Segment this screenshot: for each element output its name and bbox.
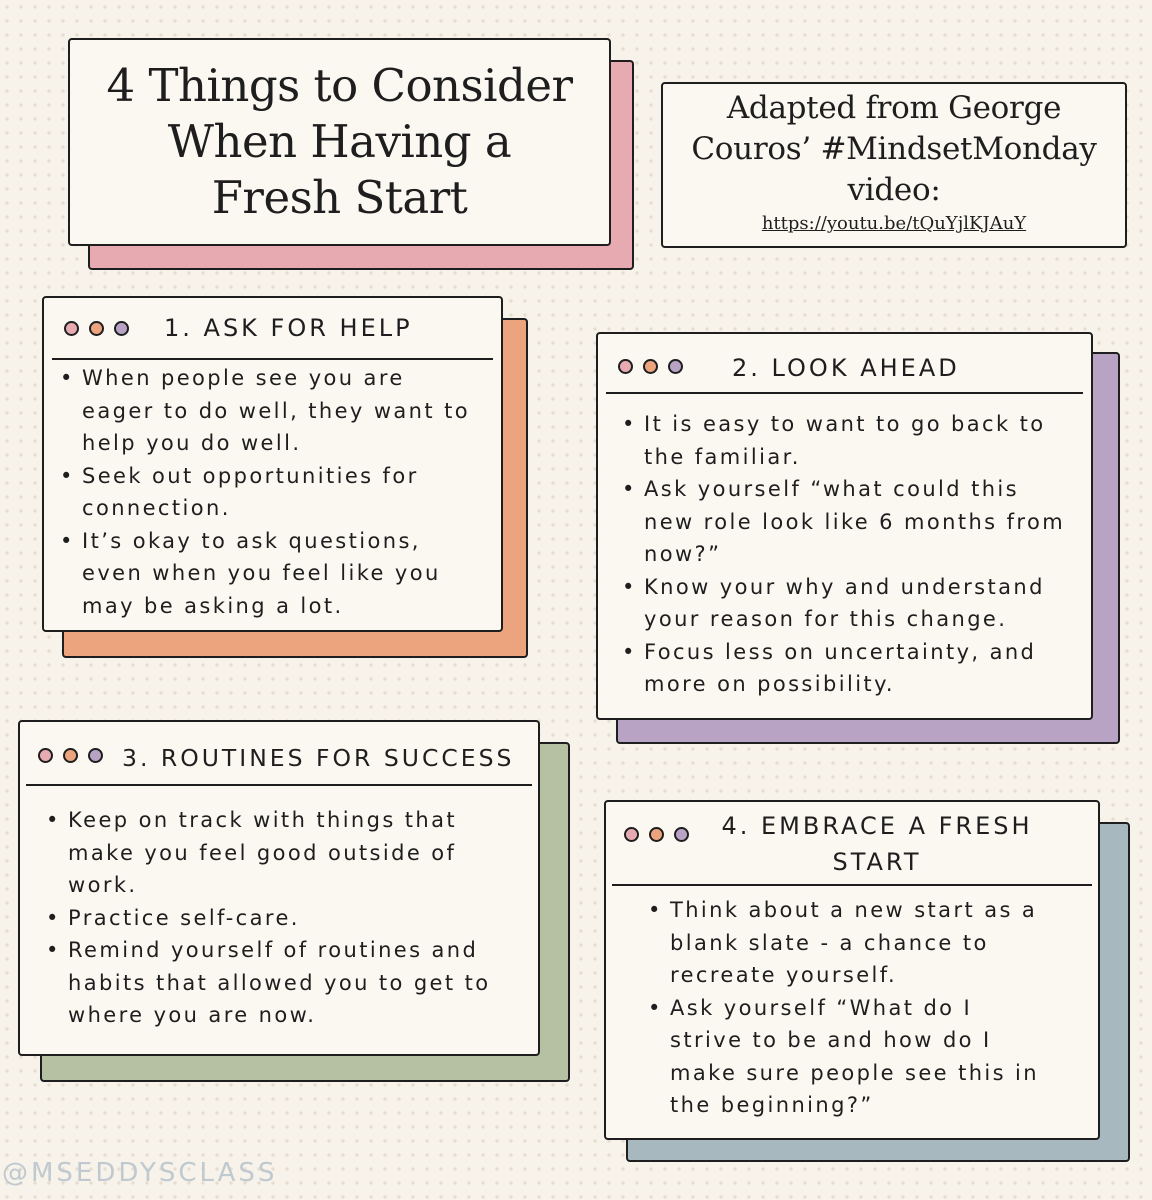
purple-dot-icon (88, 748, 103, 763)
source-text (663, 88, 1125, 211)
window-dots (38, 748, 103, 763)
pink-dot-icon (624, 827, 639, 842)
list-item: • It is easy to want to go back to the familiar. (622, 408, 1091, 473)
list-item: • Seek out opportunities for connection. (60, 460, 501, 525)
page-title (107, 58, 573, 226)
section-header (612, 802, 1092, 886)
bullet-list (648, 894, 1098, 1122)
bullet-list (46, 804, 538, 1032)
list-item: • Practice self-care. (46, 902, 538, 935)
list-item: • Keep on track with things that make you feel good outside of work. (46, 804, 538, 902)
bullet-list (60, 362, 501, 622)
section-heading: 4. EMBRACE A FRESH START (721, 812, 1033, 876)
source-line: Adapted from George (726, 90, 1062, 126)
pink-dot-icon (64, 321, 79, 336)
purple-dot-icon (668, 359, 683, 374)
orange-dot-icon (89, 321, 104, 336)
title-line: 4 Things to Consider (106, 59, 573, 112)
section-heading: 2. LOOK AHEAD (732, 354, 960, 382)
window-dots (624, 827, 689, 842)
purple-dot-icon (114, 321, 129, 336)
bullet-list (622, 408, 1091, 701)
section-heading: 1. ASK FOR HELP (164, 314, 413, 342)
orange-dot-icon (649, 827, 664, 842)
orange-dot-icon (643, 359, 658, 374)
list-item: • Remind yourself of routines and habits that allowed you to get to where you are now. (46, 934, 538, 1032)
source-line: Couros’ #MindsetMonday (691, 131, 1097, 167)
section-2-card (596, 332, 1093, 720)
section-1-card (42, 296, 503, 632)
list-item: • Ask yourself “What do I strive to be and how do I make sure people see this in the beginning?” (648, 992, 1098, 1122)
list-item: • Focus less on uncertainty, and more on possibility. (622, 636, 1091, 701)
section-header (52, 298, 493, 360)
list-item: • Ask yourself “what could this new role look like 6 months from now?” (622, 473, 1091, 571)
title-line: Fresh Start (211, 171, 468, 224)
section-header (26, 722, 532, 786)
list-item: • It’s okay to ask questions, even when you feel like you may be asking a lot. (60, 525, 501, 623)
list-item: • When people see you are eager to do well, they want to help you do well. (60, 362, 501, 460)
source-card (661, 82, 1127, 248)
window-dots (618, 359, 683, 374)
source-line: video: (847, 172, 941, 208)
title-line: When Having a (167, 115, 512, 168)
list-item: • Know your why and understand your reason for this change. (622, 571, 1091, 636)
list-item: • Think about a new start as a blank slate - a chance to recreate yourself. (648, 894, 1098, 992)
pink-dot-icon (38, 748, 53, 763)
window-dots (64, 321, 129, 336)
section-header (606, 334, 1083, 394)
watermark: @MSEDDYSCLASS (2, 1158, 278, 1188)
section-3-card (18, 720, 540, 1056)
video-link[interactable]: https://youtu.be/tQuYjlKJAuY (761, 213, 1027, 234)
orange-dot-icon (63, 748, 78, 763)
pink-dot-icon (618, 359, 633, 374)
purple-dot-icon (674, 827, 689, 842)
section-4-card (604, 800, 1100, 1140)
section-heading: 3. ROUTINES FOR SUCCESS (122, 744, 515, 772)
title-card (68, 38, 611, 246)
